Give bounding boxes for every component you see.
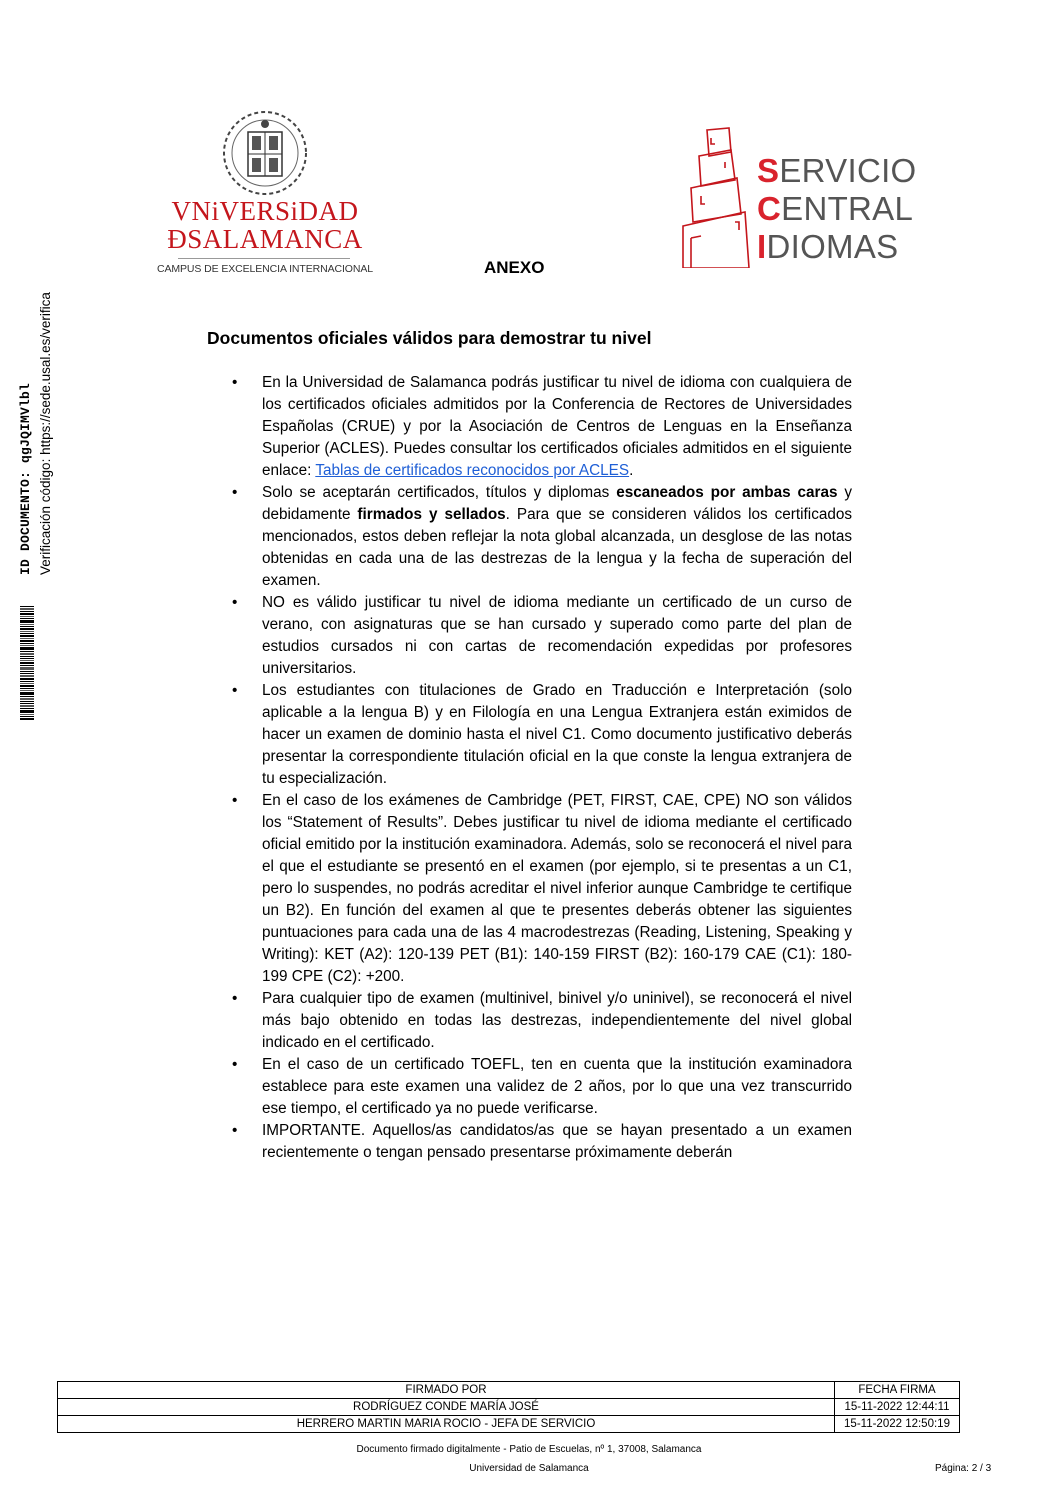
barcode-bar <box>20 628 34 630</box>
list-item-text: y debidamente <box>262 484 852 523</box>
barcode-bar <box>20 685 34 687</box>
acles-certificates-link[interactable]: Tablas de certificados reconocidos por ACLES <box>315 462 630 479</box>
language-service-logo <box>675 118 915 273</box>
university-tagline: CAMPUS DE EXCELENCIA INTERNACIONAL <box>157 263 373 275</box>
table-row <box>58 1399 960 1416</box>
bullet-icon: • <box>232 1122 238 1139</box>
bullet-icon: • <box>232 374 238 391</box>
barcode-bar <box>20 640 34 642</box>
barcode-bar <box>20 708 34 709</box>
barcode-bar <box>20 688 34 689</box>
barcode-bar <box>20 701 34 702</box>
barcode-bar <box>20 620 34 623</box>
list-item-text: . Para que se consideren válidos los certificados mencionados, estos deben reflejar la nota global alcanzada, un desglose de las notas obtenidas en cada una de las destrezas de la lengua y la fecha de superación del examen. <box>262 506 853 589</box>
barcode-bar <box>20 606 34 607</box>
list-item <box>228 482 852 592</box>
signer-name: RODRÍGUEZ CONDE MARÍA JOSÉ <box>58 1399 835 1416</box>
barcode-bar <box>20 716 34 717</box>
barcode-bar <box>20 624 34 625</box>
barcode-bar <box>20 673 34 674</box>
barcode-bar <box>20 696 34 697</box>
barcode-bar <box>20 613 34 615</box>
barcode-bar <box>20 611 34 612</box>
list-item-text-end: . <box>629 462 634 479</box>
list-item <box>228 790 852 988</box>
service-initial-c: C <box>757 190 782 227</box>
list-item-text: En el caso de los exámenes de Cambridge (PET, FIRST, CAE, CPE) NO son válidos los “Statement of Results”. Debes justificar tu nivel de idioma mediante el certificado oficial emitido por la institución examinadora. Además, solo se reconocerá el nivel para el que el estudiante se presentó en el examen (por ejemplo, si te presentas a un C1, pero lo suspendes, no podrás acreditar el nivel inferior aunque Cambridge te certifique un B2). En función del examen al que te presentes deberás obtener las siguientes puntuaciones para cada una de las 4 macrodestrezas (Reading, Listening, Speaking y Writing): KET (A2): 120-139 PET (B1): 140-159 FIRST (B2): 160-179 CAE (C1): 180-199 CPE (C2): +200. <box>262 792 852 985</box>
barcode-bar <box>20 618 34 619</box>
university-name <box>150 197 380 253</box>
bullet-icon: • <box>232 990 238 1007</box>
barcode-bar <box>20 662 34 664</box>
emphasis-signed-sealed: firmados y sellados <box>357 506 506 523</box>
signature-date: 15-11-2022 12:44:11 <box>835 1399 960 1416</box>
barcode-bar <box>20 698 34 700</box>
barcode-bar <box>20 616 34 617</box>
signed-by-header: FIRMADO POR <box>58 1382 835 1399</box>
barcode-bar <box>20 671 34 672</box>
university-name-line1: VNiVERSiDAD <box>171 196 359 226</box>
service-word-servicio: ERVICIO <box>779 152 917 189</box>
barcode-bar <box>20 633 34 634</box>
bullet-icon: • <box>232 682 238 699</box>
language-service-name <box>757 152 917 266</box>
section-title: Documentos oficiales válidos para demostrar tu nivel <box>207 328 652 348</box>
barcode-bar <box>20 667 34 670</box>
barcode-bar <box>20 651 34 652</box>
list-item <box>228 592 852 680</box>
barcode-bar <box>20 705 34 707</box>
barcode-bar <box>20 678 34 680</box>
barcode-bar <box>20 638 34 639</box>
signature-table-header <box>58 1382 960 1399</box>
list-item <box>228 680 852 790</box>
list-item <box>228 372 852 482</box>
list-item-text: En el caso de un certificado TOEFL, ten en cuenta que la institución examinadora establece para este examen una validez de 2 años, por lo que una vez transcurrido ese tiempo, el certificado ya no puede verificarse. <box>262 1056 852 1117</box>
list-item-text: En la Universidad de Salamanca podrás justificar tu nivel de idioma con cualquiera de los certificados oficiales admitidos por la Conferencia de Rectores de Universidades Españolas (CRUE) y por la Asociación de Centros de Lenguas en la Enseñanza Superior (ACLES). Puedes consultar los certificados oficiales admitidos en el siguiente enlace: <box>262 374 852 479</box>
list-item <box>228 1054 852 1120</box>
verification-url: Verificación código: https://sede.usal.es/verifica <box>38 292 53 575</box>
barcode-bar <box>20 690 34 691</box>
tower-icon <box>679 122 759 268</box>
table-row <box>58 1416 960 1433</box>
bullet-icon: • <box>232 594 238 611</box>
annex-heading: ANEXO <box>484 258 545 277</box>
requirements-list <box>228 372 852 1164</box>
list-item-text: Solo se aceptarán certificados, títulos y diplomas <box>262 484 617 501</box>
bullet-icon: • <box>232 1056 238 1073</box>
service-initial-s: S <box>757 152 780 189</box>
barcode-bar <box>20 647 34 650</box>
signature-date-header: FECHA FIRMA <box>835 1382 960 1399</box>
barcode-bar <box>20 703 34 704</box>
barcode-bar <box>20 665 34 666</box>
university-logo <box>150 105 380 280</box>
barcode-bar <box>20 718 34 720</box>
signature-table <box>57 1381 960 1433</box>
emphasis-scanned-both-sides: escaneados por ambas caras <box>616 484 838 501</box>
barcode-bar <box>20 626 34 627</box>
list-item-text: IMPORTANTE. Aquellos/as candidatos/as que se hayan presentado a un examen recientemente o tengan pensado presentarse próximamente deberán <box>262 1122 852 1161</box>
list-item-text: Los estudiantes con titulaciones de Grado en Traducción e Interpretación (solo aplicable a la lengua B) y en Filología en una Lengua Extranjera están eximidos de hacer un examen de dominio hasta el nivel C1. Como documento justificativo deberás presentar la correspondiente titulación oficial en la que conste la lengua extranjera de tu especialización. <box>262 682 852 787</box>
bullet-icon: • <box>232 792 238 809</box>
barcode-bar <box>20 714 34 715</box>
document-id: ID DOCUMENTO: qgJQIMVlbl <box>18 382 33 575</box>
barcode-bar <box>20 710 34 713</box>
barcode-bar <box>20 635 34 637</box>
university-name-line2: ÐSALAMANCA <box>167 224 363 254</box>
barcode-bar <box>20 653 34 655</box>
service-word-central: ENTRAL <box>781 190 914 227</box>
barcode-icon <box>20 585 34 720</box>
signer-name: HERRERO MARTIN MARIA ROCIO - JEFA DE SERVICIO <box>58 1416 835 1433</box>
list-item-text: Para cualquier tipo de examen (multinivel, binivel y/o uninivel), se reconocerá el nivel más bajo obtenido en todas las destrezas, independientemente del nivel global indicado en el certificado. <box>262 990 852 1051</box>
barcode-bar <box>20 681 34 682</box>
barcode-bar <box>20 658 34 659</box>
barcode-bar <box>20 660 34 661</box>
barcode-bar <box>20 656 34 657</box>
list-item <box>228 1120 852 1164</box>
barcode-bar <box>20 608 34 610</box>
bullet-icon: • <box>232 484 238 501</box>
service-word-idiomas: DIOMAS <box>766 228 899 265</box>
list-item-text: NO es válido justificar tu nivel de idioma mediante un certificado de un curso de verano, con asignaturas que se han cursado y superado como parte del plan de estudios cursados ni con cartas de recomendación expedidas por profesores universitarios. <box>262 594 852 677</box>
list-item <box>228 988 852 1054</box>
service-initial-i: I <box>757 228 767 265</box>
logo-divider <box>178 258 350 259</box>
university-seal-icon <box>222 110 308 196</box>
digital-signature-note: Documento firmado digitalmente - Patio de Escuelas, nº 1, 37008, Salamanca <box>356 1444 702 1455</box>
barcode-bar <box>20 631 34 632</box>
barcode-bar <box>20 675 34 677</box>
footer-institution: Universidad de Salamanca <box>469 1463 589 1474</box>
barcode-bar <box>20 683 34 684</box>
signature-date: 15-11-2022 12:50:19 <box>835 1416 960 1433</box>
barcode-bar <box>20 643 34 644</box>
verification-strip <box>16 270 60 720</box>
barcode-bar <box>20 692 34 695</box>
page-number: Página: 2 / 3 <box>935 1463 992 1474</box>
barcode-bar <box>20 645 34 646</box>
